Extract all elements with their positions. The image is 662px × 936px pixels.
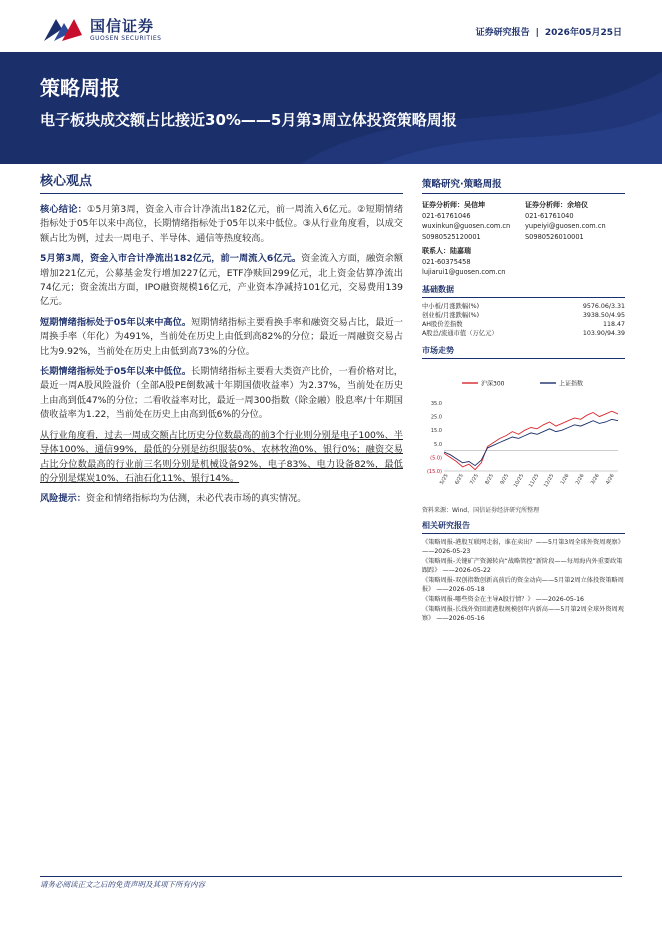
basic-data-value: 103.90/94.39: [582, 330, 625, 338]
analyst-wu-name: 证券分析师：吴信坤: [422, 201, 485, 209]
y-tick-label: 5.0: [434, 441, 442, 448]
related-research-item[interactable]: 《策略周报-港股互联网走弱，谁在卖出？——5月第3周全球外资周观察》 ——2026-05-23: [422, 538, 624, 555]
related-research-heading: 相关研究报告: [422, 520, 625, 534]
footer-divider: [40, 876, 622, 877]
fund-flow-lead: 5月第3周，资金入市合计净流出182亿元，前一周流入6亿元。: [40, 253, 302, 265]
report-subtitle: 电子板块成交额占比接近30%——5月第3周立体投资策略周报: [40, 111, 457, 129]
report-meta: [476, 25, 622, 38]
contact-lu-email[interactable]: lujiarui1@guosen.com.cn: [422, 268, 506, 276]
long-term-sentiment-paragraph: [40, 365, 403, 423]
series-line: [444, 411, 618, 469]
basic-data-key: 创业板/月涨跌幅(%): [422, 311, 480, 319]
short-term-sentiment-paragraph: [40, 316, 403, 359]
legend-label: 沪深300: [481, 380, 505, 388]
long-term-sentiment-lead: 长期情绪指标处于05年以来中低位。: [40, 366, 192, 378]
basic-data-row: [422, 302, 625, 311]
y-tick-label: 25.0: [430, 414, 442, 421]
related-research-item[interactable]: 《策略周报-哪些资金在主导A股行情？》 ——2026-05-16: [422, 595, 584, 603]
related-research-item[interactable]: 《策略周报-关键矿产资源转向“战略管控”新阶段——每周海内外重要政策跟踪》 ——2026-05-22: [422, 557, 623, 574]
x-tick-label: 9/25: [499, 472, 511, 486]
long-term-sentiment-text: 长期情绪指标主要看大类资产比价，一看价格对比，最近一周A股风险溢价（全部A股PE倒数减十年期国债收益率）为2.37%，当前处在历史上由高到低47%的分位；二看收益率对比，最近一周300指数（除金融）股息率/十年期国债收益率为1.22，当前处在历史上由高到低6%的分位。: [40, 366, 403, 421]
core-conclusion-text: ①5月第3周，资金入市合计净流出182亿元，前一周流入6亿元。②短期情绪指标处于05年以来中高位，长期情绪指标处于05年以来中低位。③从行业角度看，以成交额占比为例，过去一周电子、半导体、通信等热度较高。: [40, 204, 404, 244]
risk-warning-text: 资金和情绪指标均为估测，未必代表市场的真实情况。: [85, 493, 307, 505]
logo-text-en: GUOSEN SECURITIES: [90, 35, 162, 42]
report-date: 2026年05月25日: [544, 28, 622, 38]
related-research-item[interactable]: 《策略周报-双创指数创新高前后的资金动向——5月第2周立体投资策略周报》 ——2026-05-18: [422, 576, 624, 593]
fund-flow-text: 资金流入方面，融资余额增加221亿元，公募基金发行增加227亿元，ETF净赎回299亿元，北上资金估算净流出74亿元；资金流出方面，IPO融资规模16亿元，产业资本净减持101亿元，交易费用139亿元。: [40, 253, 403, 308]
x-tick-label: 11/25: [527, 472, 541, 489]
core-conclusion-paragraph: [40, 203, 403, 246]
basic-data-key: A股总/流通市值（万亿元）: [422, 330, 498, 338]
report-type: 证券研究报告: [475, 28, 530, 38]
guosen-logo: [40, 13, 170, 47]
related-research-item[interactable]: 《策略周报-长线外资回流港股规模创年内新高——5月第2周全球外资周观察》 ——2026-05-16: [422, 605, 624, 622]
related-research-list: [422, 538, 625, 623]
meta-separator: |: [535, 28, 539, 38]
basic-data-key: 中小板/月涨跌幅(%): [422, 302, 480, 310]
page-header: [0, 0, 662, 52]
contact-lu: [422, 246, 625, 278]
analyst-yu-email[interactable]: yupeiyi@guosen.com.cn: [525, 222, 606, 230]
x-tick-label: 5/25: [438, 472, 450, 486]
x-tick-label: 4/26: [604, 472, 616, 486]
y-tick-label: 15.0: [430, 427, 442, 434]
basic-data-value: 3938.50/4.95: [582, 311, 625, 319]
risk-warning-lead: 风险提示：: [40, 493, 86, 505]
series-line: [444, 419, 618, 465]
analyst-wu-cert: S0980525120001: [422, 232, 481, 241]
industry-text: 过去一周成交额占比历史分位数最高的前3个行业则分别是电子100%、半导体100%、通信99%，最低的分别是纺织服装0%、农林牧渔0%、银行0%；融资交易占比分位数最高的行业前三名则分别是机械设备92%、电子83%、电力设备82%，最低的分别是煤炭10%、石油石化11%、银行14%。: [40, 429, 403, 484]
x-tick-label: 3/26: [589, 472, 601, 486]
contact-lu-phone: 021-60375458: [422, 257, 471, 266]
guosen-logo-icon: [40, 15, 84, 43]
banner-decoration: [0, 52, 662, 164]
analyst-yu: [525, 200, 625, 242]
market-trend-heading: 市场走势: [422, 345, 625, 359]
x-tick-label: 12/25: [542, 472, 556, 489]
analyst-wu-phone: 021-61761046: [422, 211, 471, 220]
basic-data-value: 118.47: [602, 321, 625, 329]
sidebar-heading: 策略研究·策略周报: [422, 176, 625, 194]
basic-data-table: [422, 302, 625, 339]
report-title: 策略周报: [40, 76, 120, 100]
title-banner: [0, 52, 662, 164]
basic-data-heading: 基础数据: [422, 284, 625, 298]
logo-text-cn: 国信证券: [90, 17, 155, 35]
y-tick-label: 35.0: [430, 400, 442, 407]
x-tick-label: 7/25: [469, 472, 480, 486]
core-conclusion-lead: 核心结论：: [40, 204, 88, 215]
x-tick-label: 10/25: [512, 472, 526, 489]
core-views-column: [40, 170, 403, 513]
market-trend-svg: [422, 363, 625, 503]
basic-data-row: [422, 311, 625, 320]
analyst-wu-email[interactable]: wuxinkun@guosen.com.cn: [422, 222, 511, 230]
legend-label: 上证指数: [559, 380, 584, 388]
y-tick-label: (15.0): [426, 468, 442, 475]
risk-warning-paragraph: [40, 492, 403, 506]
core-views-heading: 核心观点: [40, 170, 403, 194]
industry-lead: 从行业角度看，: [40, 429, 105, 441]
x-tick-label: 1/26: [559, 472, 571, 486]
x-tick-label: 8/25: [484, 472, 496, 486]
analyst-wu: [422, 200, 522, 242]
basic-data-value: 9576.06/3.31: [582, 302, 625, 310]
y-tick-label: (5.0): [430, 455, 442, 462]
market-trend-chart: [422, 363, 625, 503]
contact-lu-name: 联系人：陆嘉瑞: [422, 247, 471, 255]
short-term-sentiment-lead: 短期情绪指标处于05年以来中高位。: [40, 316, 192, 328]
analyst-yu-cert: S0980526010001: [525, 232, 584, 241]
basic-data-row: [422, 320, 625, 329]
footer-disclaimer: 请务必阅读正文之后的免责声明及其项下所有内容: [40, 880, 205, 889]
analyst-yu-phone: 021-61761040: [525, 211, 574, 220]
basic-data-key: AH股价差指数: [422, 321, 463, 329]
short-term-sentiment-text: 短期情绪指标主要看换手率和融资交易占比，最近一周换手率（年化）为491%，当前处在历史上由低到高82%的分位；最近一周融资交易占比为9.92%，当前处在历史上由低到高73%的分位。: [40, 316, 403, 357]
analyst-yu-name: 证券分析师：余培仪: [525, 201, 588, 209]
x-tick-label: 6/25: [454, 472, 465, 486]
x-tick-label: 2/26: [574, 472, 586, 486]
sidebar-column: [422, 176, 625, 624]
basic-data-row: [422, 329, 625, 338]
chart-source: 资料来源：Wind、国信证券经济研究所整理: [422, 506, 540, 514]
fund-flow-paragraph: [40, 252, 403, 310]
analysts-block: [422, 200, 625, 242]
industry-paragraph: [40, 429, 403, 487]
